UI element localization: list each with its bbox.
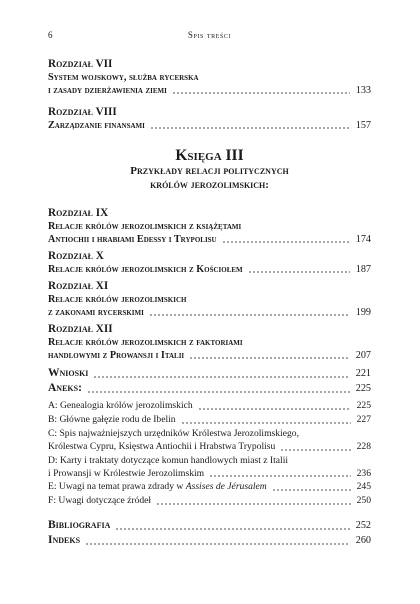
chapter-label: Rozdział VII	[48, 58, 113, 70]
running-header	[48, 30, 371, 42]
toc-body	[48, 58, 371, 548]
chapter-title-line: z zakonami rycerskimi	[48, 307, 144, 318]
toc-line-aneks	[48, 381, 371, 396]
leader-dots	[248, 271, 350, 273]
annex-item	[48, 428, 371, 454]
leader-dots	[150, 127, 350, 129]
toc-line-indeks	[48, 533, 371, 548]
chapter-title-line: Relacje królów jerozolimskich z Kościołem	[48, 264, 243, 275]
book-subtitle: Przykłady relacji politycznych	[130, 165, 289, 177]
page-ref: 157	[355, 120, 371, 131]
leader-dots	[93, 376, 349, 378]
leader-dots	[115, 528, 349, 530]
page-ref: 207	[355, 350, 371, 361]
toc-line-wnioski	[48, 366, 371, 381]
annex-item	[48, 495, 371, 508]
toc-entry	[48, 323, 371, 362]
page-ref: 228	[356, 440, 371, 452]
section-label: Wnioski	[48, 367, 89, 379]
section-label: Aneks:	[48, 382, 82, 394]
toc-entry	[48, 106, 371, 132]
toc-line	[48, 84, 371, 97]
toc-entry	[48, 250, 371, 276]
toc-line	[48, 119, 371, 132]
section-label: Bibliografia	[48, 519, 111, 532]
chapter-title-line: i zasady dzierżawienia ziemi	[48, 85, 167, 96]
toc-line	[48, 349, 371, 362]
chapter-title-line: Relacje królów jerozolimskich z książętami	[48, 221, 242, 232]
page-ref: 260	[355, 535, 371, 547]
page-ref: 221	[355, 368, 371, 379]
page-ref: 225	[355, 383, 371, 394]
page-ref: 174	[355, 234, 371, 245]
page-ref: 187	[355, 264, 371, 275]
leader-dots	[209, 475, 350, 477]
chapter-title-line: Zarządzanie finansami	[48, 120, 145, 131]
leader-dots	[85, 543, 350, 545]
page-ref: 133	[355, 85, 371, 96]
leader-dots	[222, 241, 350, 243]
annex-title: F: Uwagi dotyczące źródeł	[48, 495, 152, 507]
chapter-label: Rozdział X	[48, 250, 104, 262]
toc-line-bibliografia	[48, 518, 371, 533]
leader-dots	[189, 357, 350, 359]
page-ref: 227	[356, 413, 371, 425]
chapter-label: Rozdział VIII	[48, 106, 117, 118]
chapter-title-line: handlowymi z Prowansji i Italii	[48, 350, 185, 361]
toc-line	[48, 441, 371, 454]
chapter-title-line: Relacje królów jerozolimskich z faktoriami	[48, 337, 243, 348]
annex-title: E: Uwagi na temat prawa zdrady w Assises de Jérusalem	[48, 481, 267, 493]
book-subtitle: królów jerozolimskich:	[150, 178, 269, 191]
annex-title: A: Genealogia królów jerozolimskich	[48, 400, 193, 411]
page-ref: 225	[356, 400, 371, 411]
annex-list	[48, 400, 371, 508]
leader-dots	[181, 422, 351, 424]
annex-item	[48, 414, 371, 427]
toc-line	[48, 263, 371, 276]
chapter-label: Rozdział XI	[48, 280, 109, 292]
book-title: Księga III	[175, 147, 244, 164]
page-ref: 236	[356, 467, 371, 479]
annex-item	[48, 455, 371, 481]
leader-dots	[172, 92, 350, 94]
chapter-title-line: Relacje królów jerozolimskich	[48, 294, 187, 305]
toc-entry	[48, 280, 371, 319]
page-ref: 250	[356, 495, 371, 507]
running-title: Spis treści	[187, 30, 232, 40]
toc-line	[48, 233, 371, 246]
annex-item	[48, 481, 371, 494]
leader-dots	[149, 314, 350, 316]
leader-dots	[272, 489, 351, 491]
section-label: Indeks	[48, 534, 81, 547]
toc-entry	[48, 207, 371, 246]
annex-title: Królestwa Cypru, Księstwa Antiochii i Hrabstwa Trypolisu	[48, 440, 276, 452]
annex-item	[48, 400, 371, 413]
page-number: 6	[48, 30, 53, 40]
annex-title: B: Główne gałęzie rodu de Ibelin	[48, 413, 176, 425]
leader-dots	[280, 449, 350, 451]
toc-line	[48, 468, 371, 481]
annex-title: D: Karty i traktaty dotyczące komun handlowych miast z Italii	[48, 454, 289, 466]
toc-entry	[48, 58, 371, 97]
leader-dots	[156, 503, 351, 505]
leader-dots	[198, 408, 351, 410]
annex-title: C: Spis najważniejszych urzędników Królestwa Jerozolimskiego,	[48, 427, 299, 439]
page-ref: 245	[356, 481, 371, 493]
page-ref: 199	[355, 307, 371, 318]
chapter-label: Rozdział XII	[48, 323, 113, 335]
annex-title: i Prowansji w Królestwie Jerozolimskim	[48, 467, 205, 479]
page-ref: 252	[355, 520, 371, 532]
chapter-label: Rozdział IX	[48, 207, 109, 219]
chapter-title-line: System wojskowy, służba rycerska	[48, 72, 199, 83]
leader-dots	[87, 391, 350, 393]
chapter-title-line: Antiochii i hrabiami Edessy i Trypolisu	[48, 234, 217, 245]
annex-title-italic: Assises de Jérusalem	[185, 481, 267, 493]
toc-line	[48, 306, 371, 319]
